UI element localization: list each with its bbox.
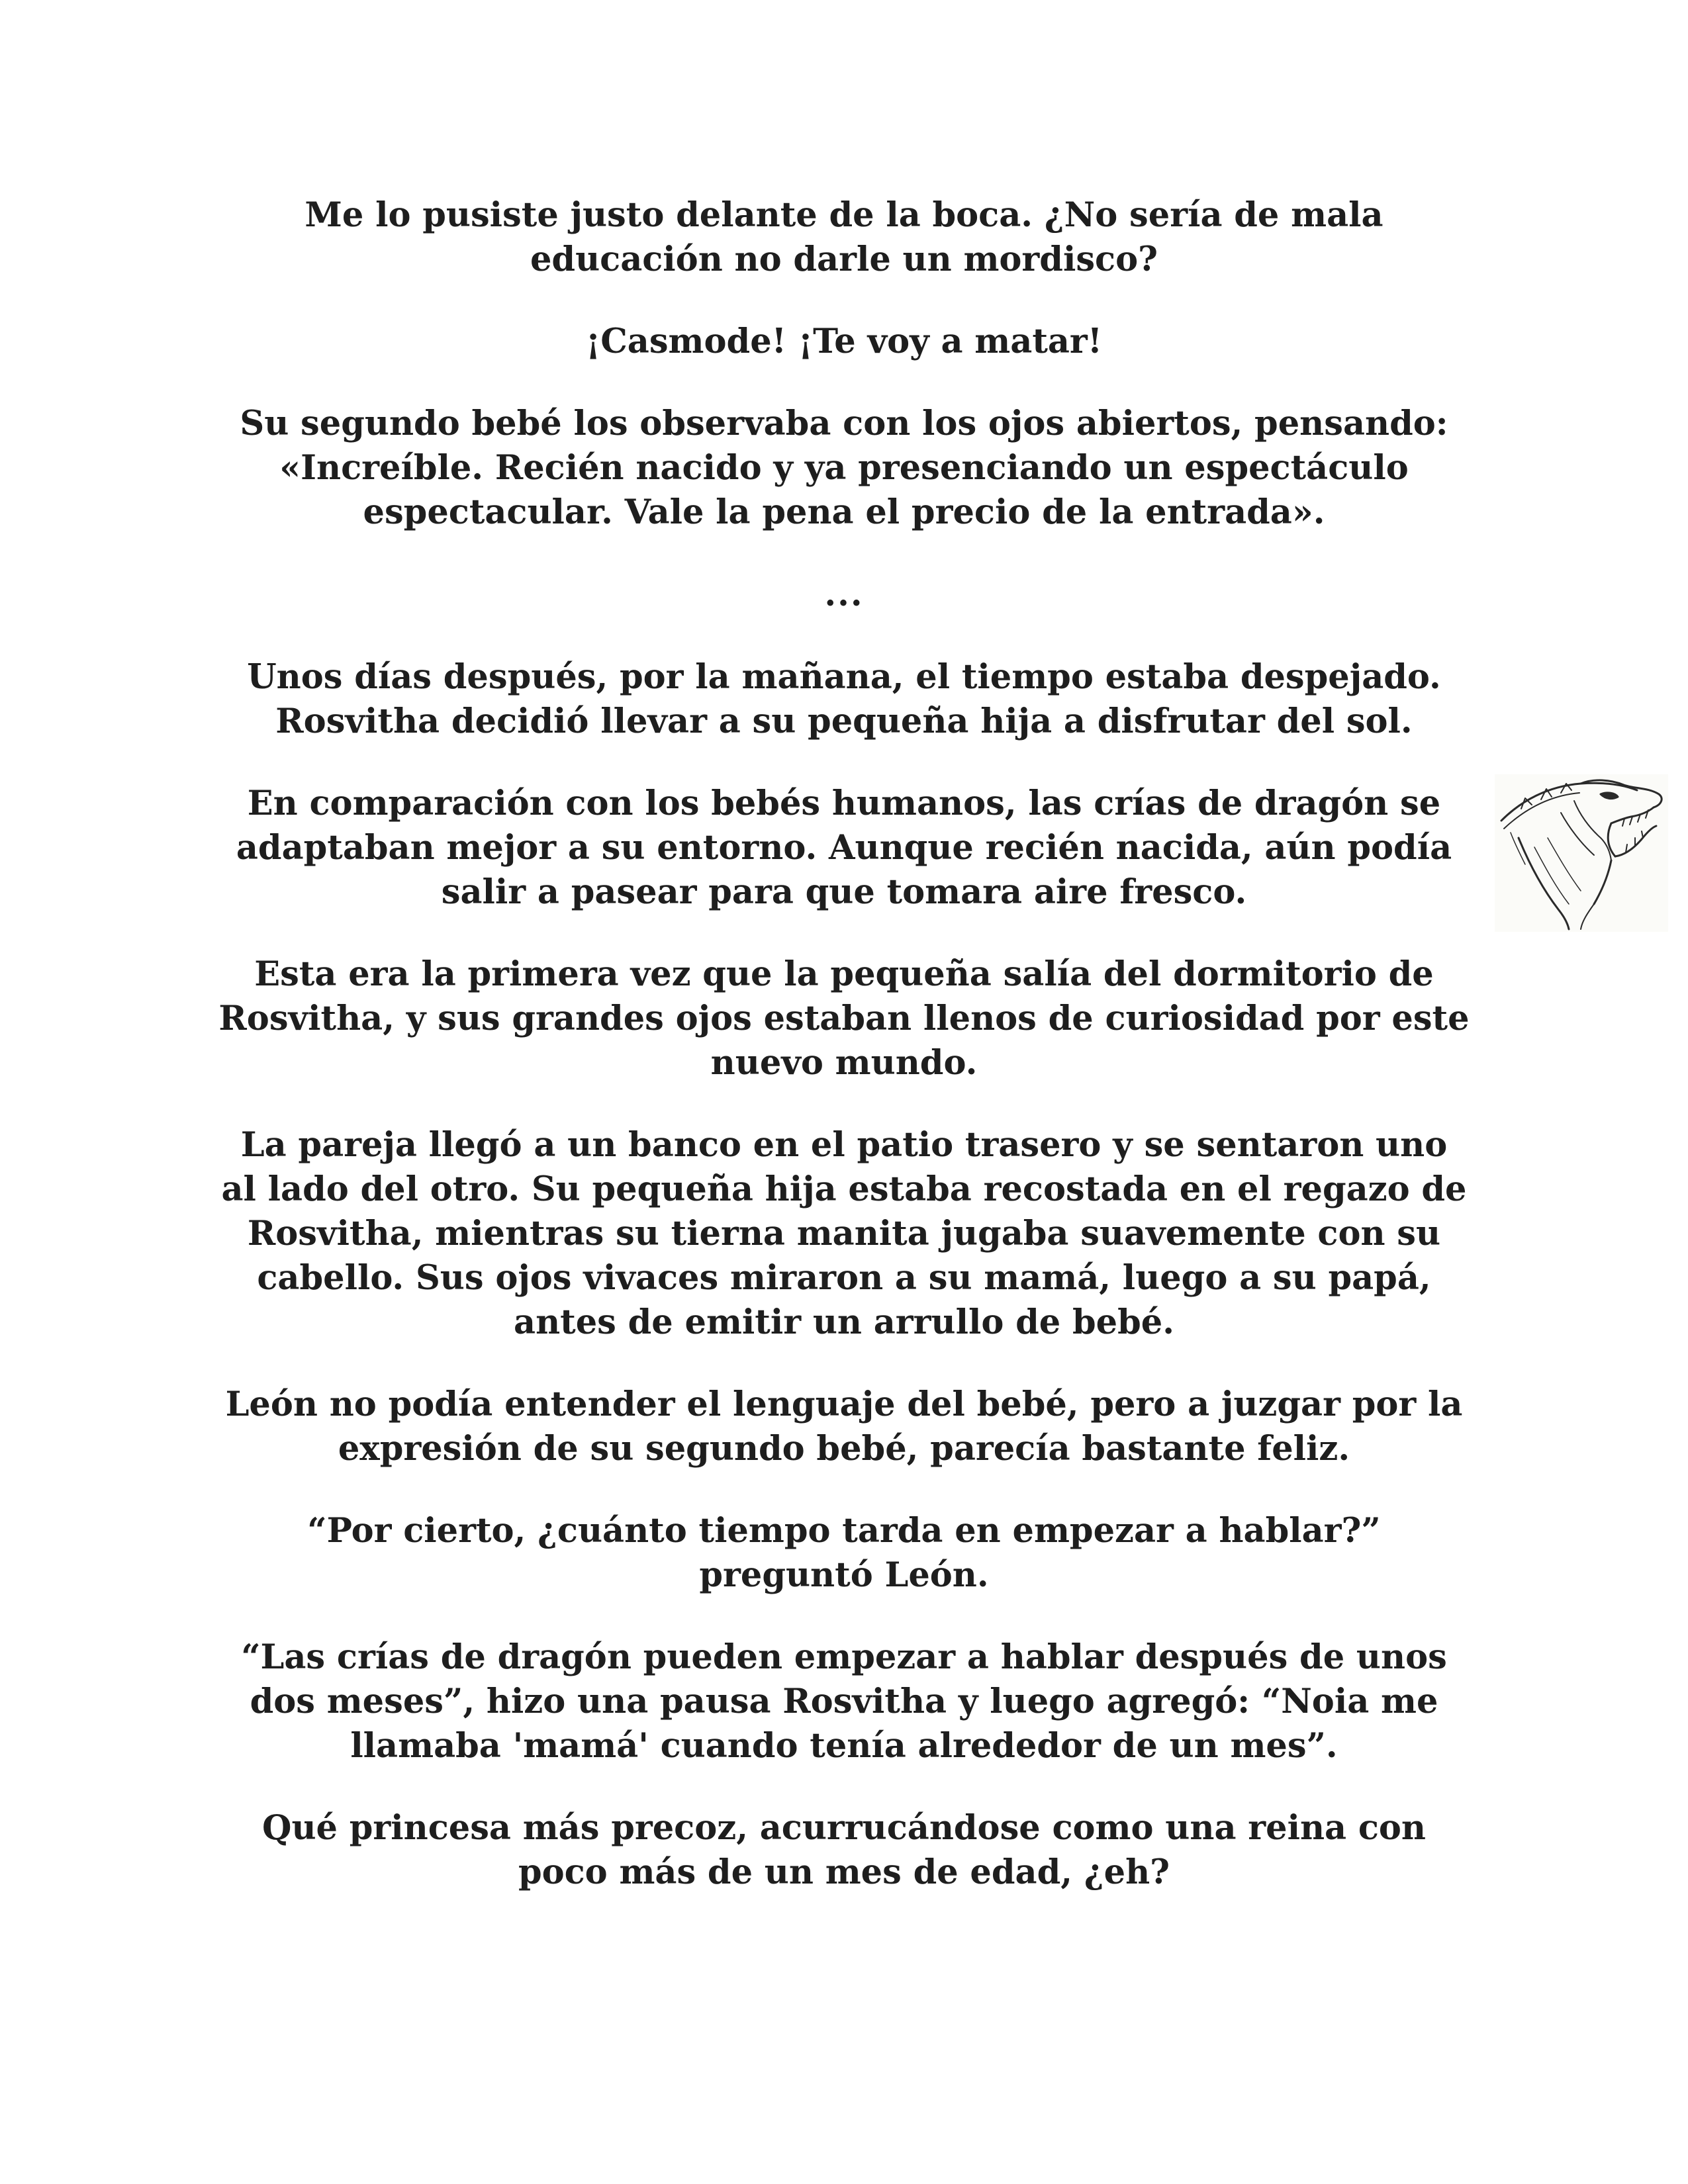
story-text	[218, 193, 1470, 1933]
dragon-head-sketch-icon	[1495, 774, 1668, 932]
paragraph: ¡Casmode! ¡Te voy a matar!	[585, 322, 1103, 361]
paragraph: Qué princesa más precoz, acurrucándose como una reina con poco más de un mes de edad, ¿eh?	[262, 1808, 1426, 1892]
paragraph: Esta era la primera vez que la pequeña salía del dormitorio de Rosvitha, y sus grandes ojos estaban llenos de curiosidad por este nuevo mundo.	[218, 954, 1470, 1083]
scene-separator: ...	[824, 574, 864, 614]
paragraph: Unos días después, por la mañana, el tiempo estaba despejado. Rosvitha decidió llevar a su pequeña hija a disfrutar del sol.	[247, 657, 1441, 741]
paragraph: Su segundo bebé los observaba con los ojos abiertos, pensando: «Increíble. Recién nacido y ya presenciando un espectáculo espectacular. Vale la pena el precio de la entrada».	[240, 404, 1448, 532]
paragraph: La pareja llegó a un banco en el patio trasero y se sentaron uno al lado del otro. Su pequeña hija estaba recostada en el regazo de Rosvitha, mientras su tierna manita jugaba suavemente con su cabello. Sus ojos vivaces miraron a su mamá, luego a su papá, antes de emitir un arrullo de bebé.	[221, 1125, 1467, 1342]
paragraph: León no podía entender el lenguaje del bebé, pero a juzgar por la expresión de su segundo bebé, parecía bastante feliz.	[225, 1385, 1463, 1469]
paragraph: “Las crías de dragón pueden empezar a hablar después de unos dos meses”, hizo una pausa Rosvitha y luego agregó: “Noia me llamaba 'mamá' cuando tenía alrededor de un mes”.	[241, 1637, 1447, 1766]
paragraph: “Por cierto, ¿cuánto tiempo tarda en empezar a hablar?” preguntó León.	[307, 1511, 1381, 1595]
paragraph: En comparación con los bebés humanos, las crías de dragón se adaptaban mejor a su entorno. Aunque recién nacida, aún podía salir a pasear para que tomara aire fresco.	[236, 784, 1452, 912]
paragraph: Me lo pusiste justo delante de la boca. ¿No sería de mala educación no darle un mordisco?	[305, 195, 1383, 279]
